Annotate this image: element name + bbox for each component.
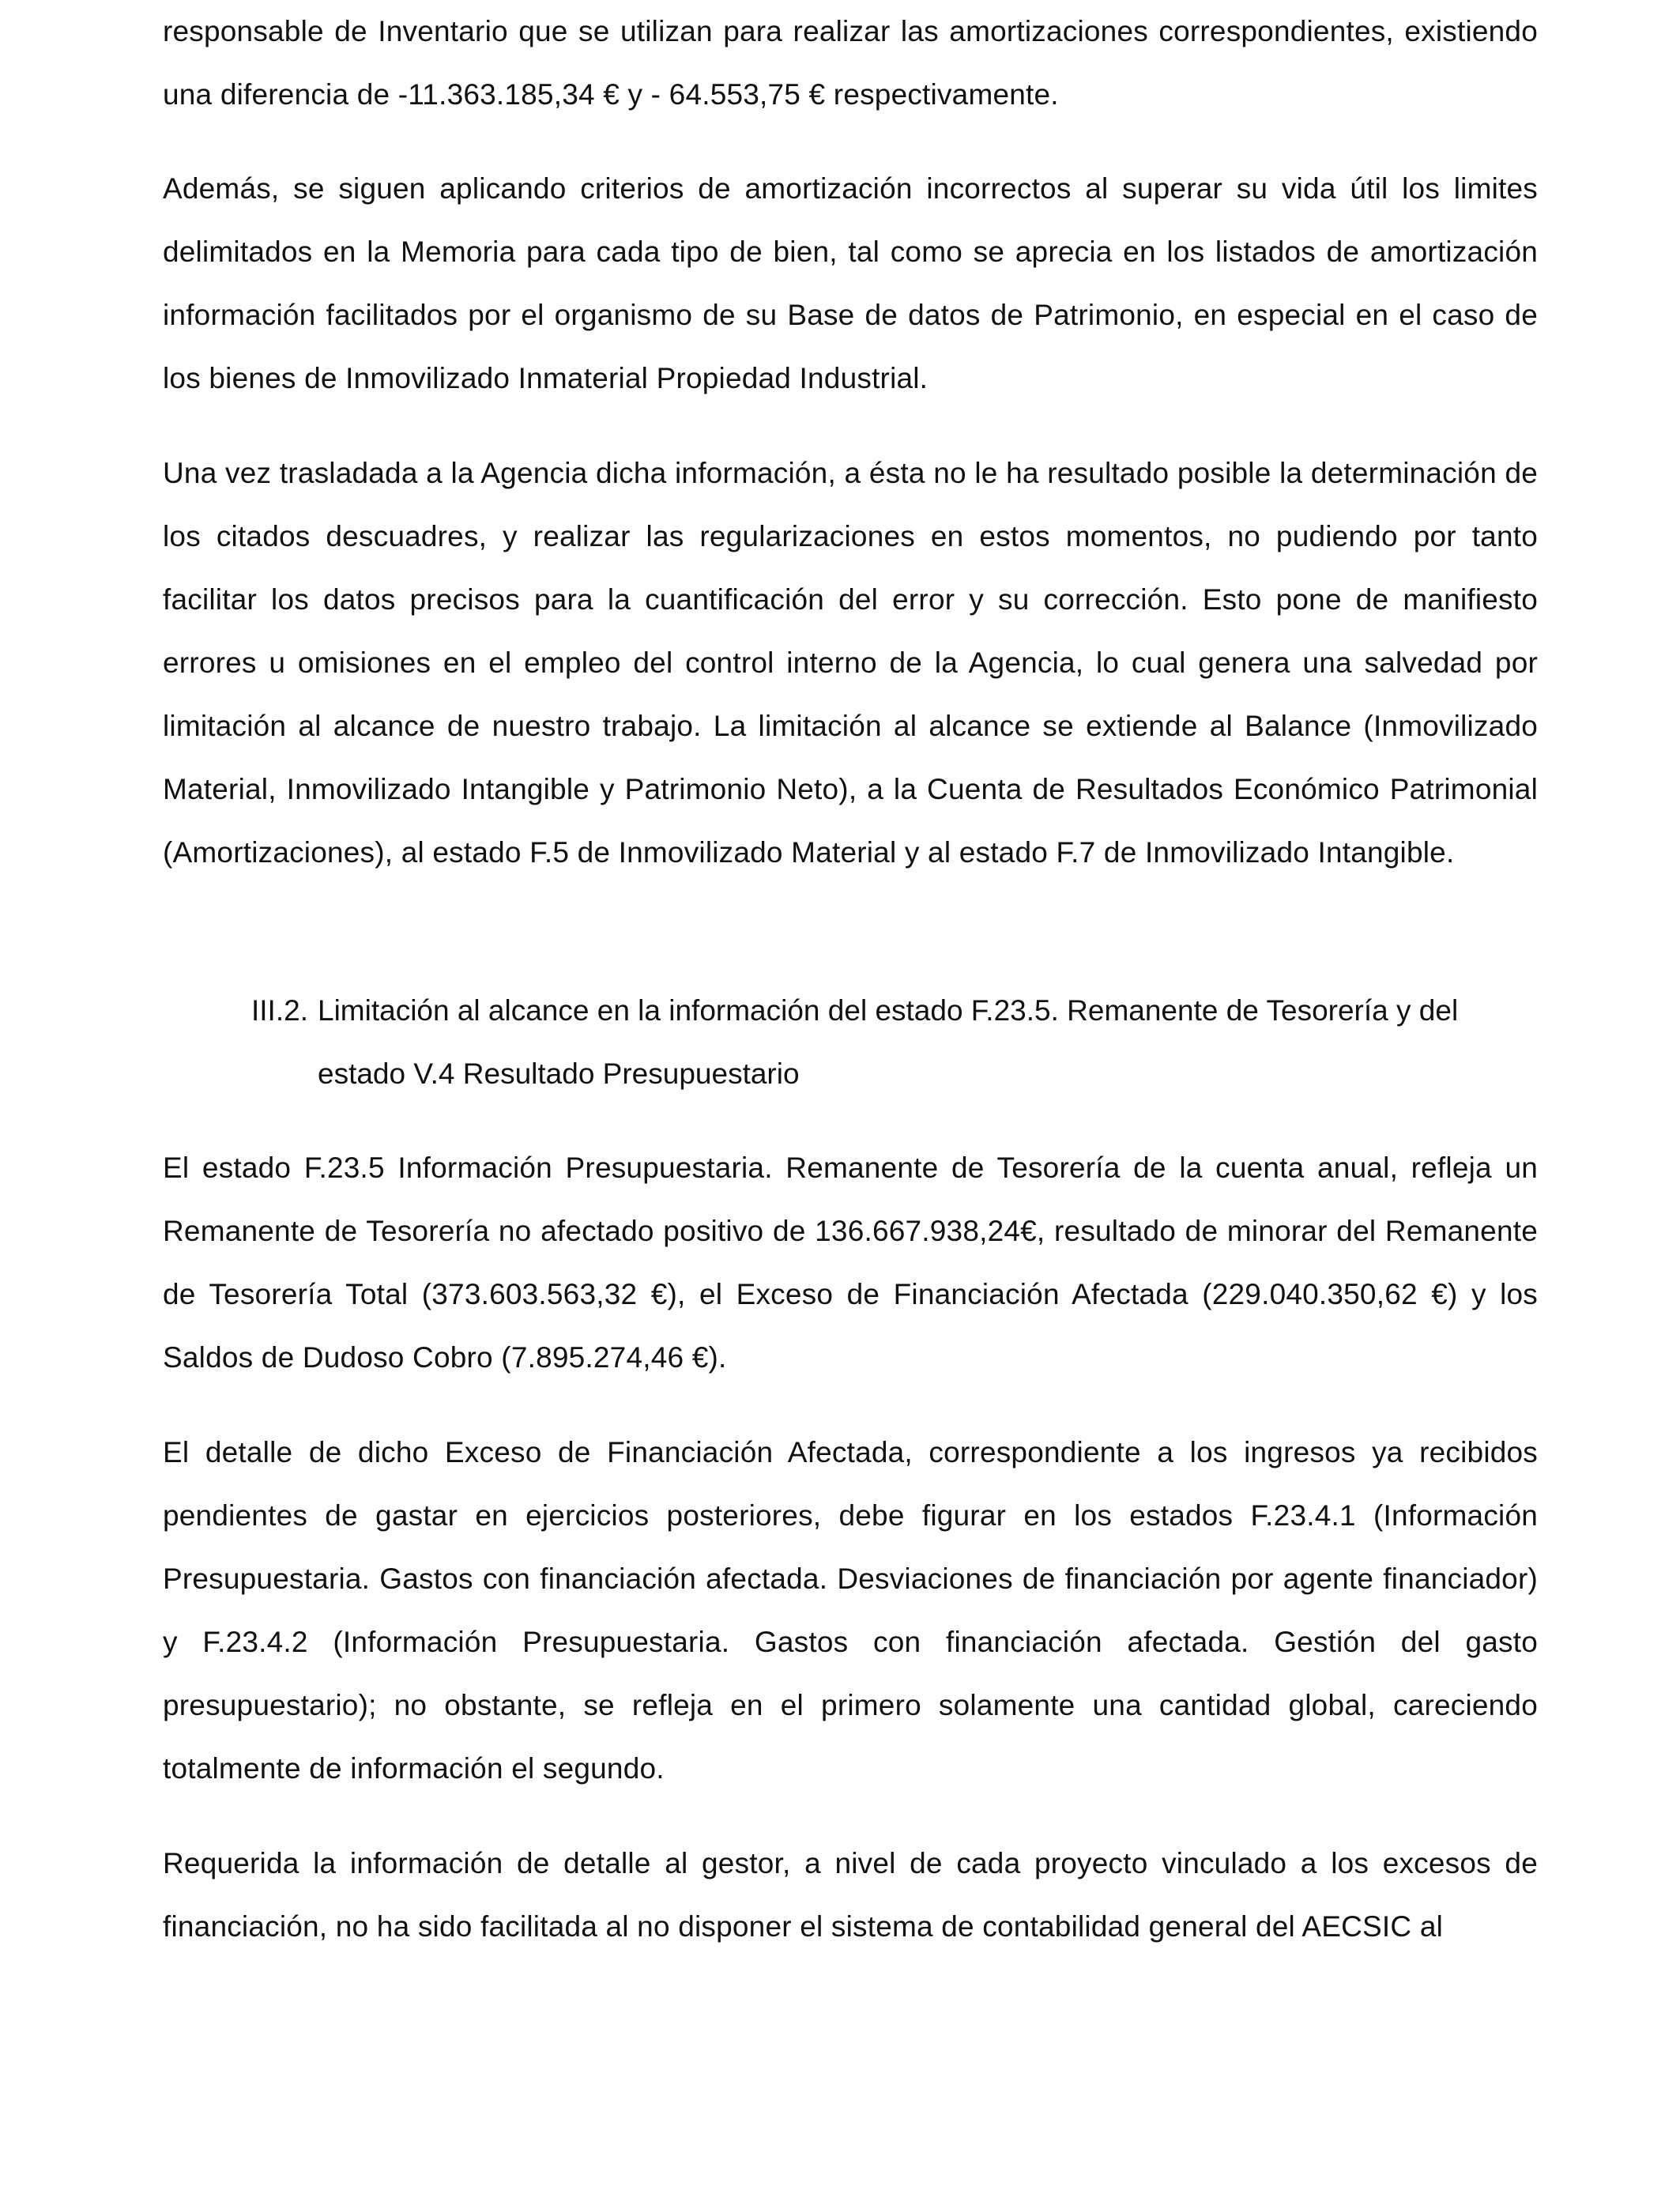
section-heading bbox=[251, 979, 1538, 1106]
section-number: III.2. bbox=[251, 994, 308, 1027]
section-title-line-1: Limitación al alcance en la información del estado F.23.5. Remanente de Tesorería y del bbox=[318, 994, 1459, 1027]
paragraph-5: El detalle de dicho Exceso de Financiación Afectada, correspondiente a los ingresos ya recibidos pendientes de gastar en ejercicios posteriores, debe figurar en los estados F.23.4.1 (Información Presupuestaria. Gastos con financiación afectada. Desviaciones de financiación por agente financiador) y F.23.4.2 (Información Presupuestaria. Gastos con financiación afectada. Gestión del gasto presupuestario); no obstante, se refleja en el primero solamente una cantidad global, careciendo totalmente de información el segundo. bbox=[163, 1436, 1538, 1785]
paragraph-4: El estado F.23.5 Información Presupuestaria. Remanente de Tesorería de la cuenta anual, refleja un Remanente de Tesorería no afectado positivo de 136.667.938,24€, resultado de minorar del Remanente de Tesorería Total (373.603.563,32 €), el Exceso de Financiación Afectada (229.040.350,62 €) y los Saldos de Dudoso Cobro (7.895.274,46 €). bbox=[163, 1152, 1538, 1374]
paragraph-3: Una vez trasladada a la Agencia dicha información, a ésta no le ha resultado posible la determinación de los citados descuadres, y realizar las regularizaciones en estos momentos, no pudiendo por tanto facilitar los datos precisos para la cuantificación del error y su corrección. Esto pone de manifiesto errores u omisiones en el empleo del control interno de la Agencia, lo cual genera una salvedad por limitación al alcance de nuestro trabajo. La limitación al alcance se extiende al Balance (Inmovilizado Material, Inmovilizado Intangible y Patrimonio Neto), a la Cuenta de Resultados Económico Patrimonial (Amortizaciones), al estado F.5 de Inmovilizado Material y al estado F.7 de Inmovilizado Intangible. bbox=[163, 457, 1538, 869]
paragraph-1: responsable de Inventario que se utilizan para realizar las amortizaciones correspondientes, existiendo una diferencia de -11.363.185,34 € y - 64.553,75 € respectivamente. bbox=[163, 15, 1538, 111]
paragraph-6: Requerida la información de detalle al gestor, a nivel de cada proyecto vinculado a los excesos de financiación, no ha sido facilitada al no disponer el sistema de contabilidad general del AECSIC al bbox=[163, 1847, 1538, 1943]
section-title-line-2: estado V.4 Resultado Presupuestario bbox=[318, 1057, 800, 1090]
paragraph-2: Además, se siguen aplicando criterios de amortización incorrectos al superar su vida útil los limites delimitados en la Memoria para cada tipo de bien, tal como se aprecia en los listados de amortización información facilitados por el organismo de su Base de datos de Patrimonio, en especial en el caso de los bienes de Inmovilizado Inmaterial Propiedad Industrial. bbox=[163, 172, 1538, 394]
